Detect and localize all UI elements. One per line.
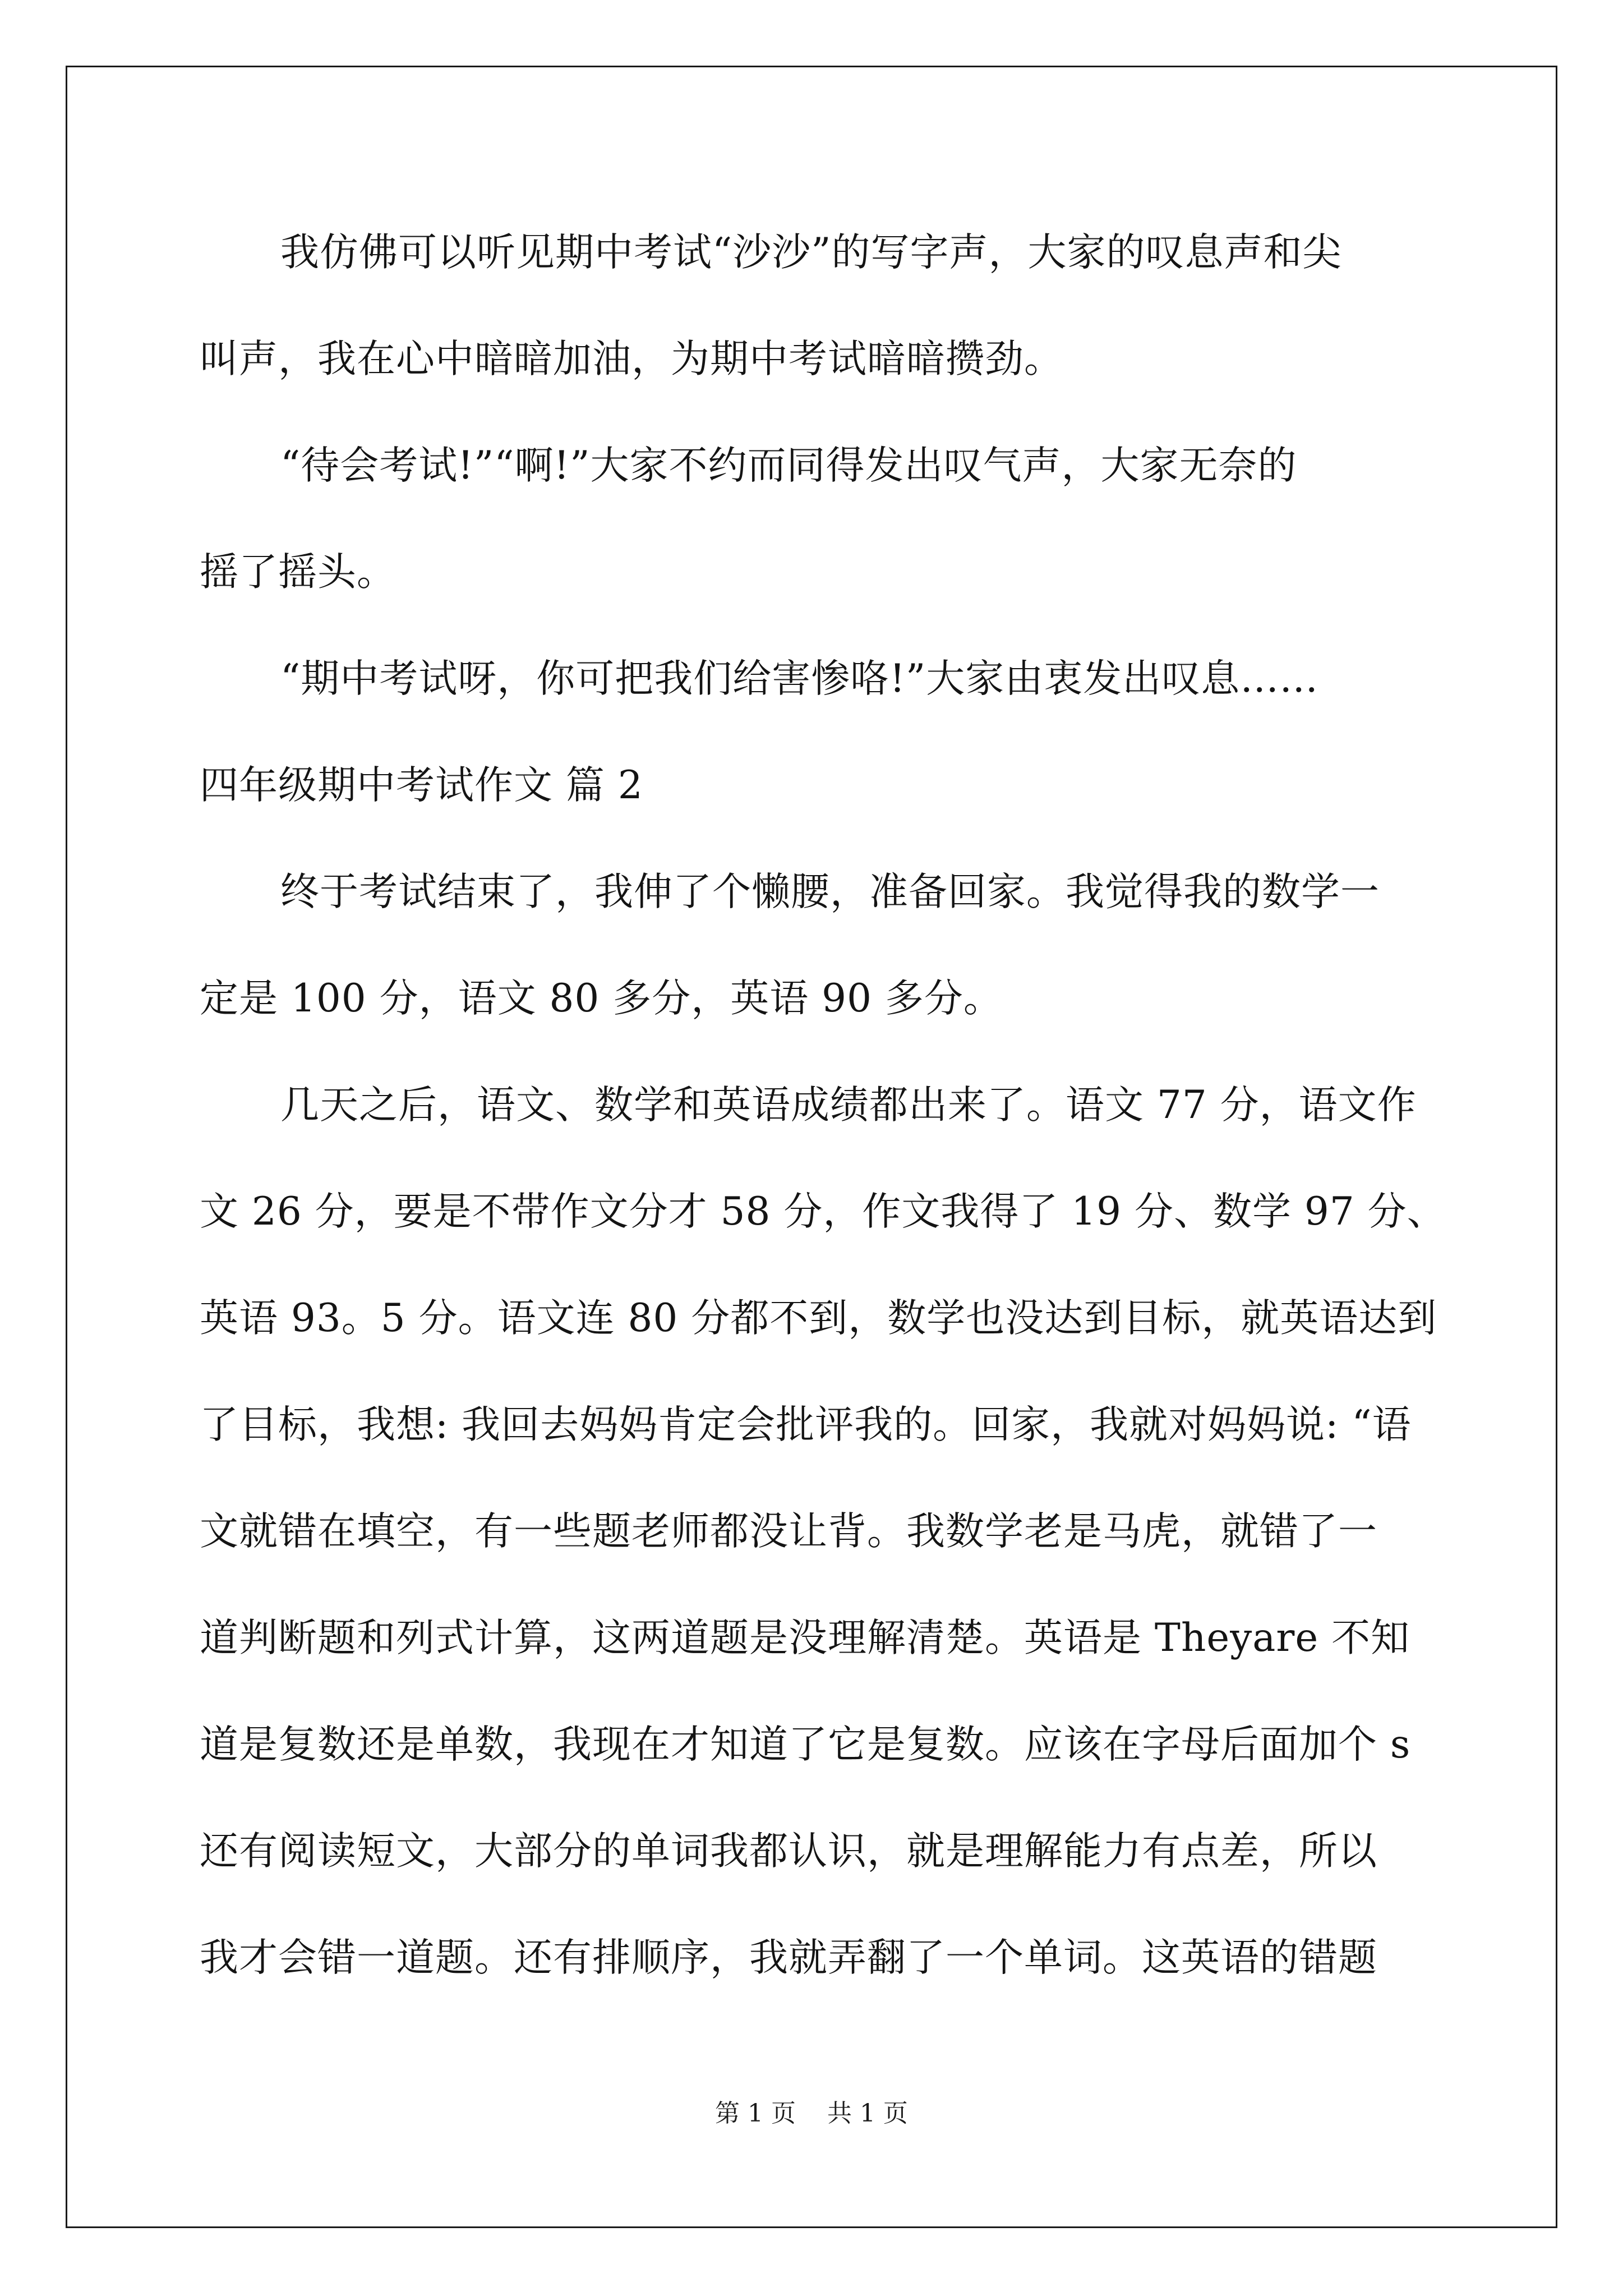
page-border [66,66,1557,2228]
text-line: 还有阅读短文，大部分的单词我都认识，就是理解能力有点差，所以 [200,1829,1377,1874]
page-number: 第 1 页 共 1 页 [715,2099,908,2128]
text-line: 道是复数还是单数，我现在才知道了它是复数。应该在字母后面加个 s [200,1722,1411,1767]
text-line: 我仿佛可以听见期中考试“沙沙”的写字声，大家的叹息声和尖 [280,230,1342,275]
text-line: 几天之后，语文、数学和英语成绩都出来了。语文 77 分，语文作 [280,1083,1417,1128]
text-line: 终于考试结束了，我伸了个懒腰，准备回家。我觉得我的数学一 [280,869,1380,914]
text-line: “待会考试!”“啊!”大家不约而同得发出叹气声，大家无奈的 [280,443,1297,488]
text-line: “期中考试呀，你可把我们给害惨咯!”大家由衷发出叹息…… [280,656,1319,701]
text-line: 了目标，我想: 我回去妈妈肯定会批评我的。回家，我就对妈妈说: “语 [200,1402,1412,1447]
text-line: 文就错在填空，有一些题老师都没让背。我数学老是马虎，就错了一 [200,1509,1377,1554]
text-line: 定是 100 分，语文 80 多分，英语 90 多分。 [200,976,1003,1021]
text-line: 我才会错一道题。还有排顺序，我就弄翻了一个单词。这英语的错题 [200,1935,1377,1980]
text-line: 英语 93。5 分。语文连 80 分都不到，数学也没达到目标，就英语达到 [200,1296,1437,1341]
text-line: 文 26 分，要是不带作文分才 58 分，作文我得了 19 分、数学 97 分、 [200,1189,1446,1234]
text-line: 道判断题和列式计算，这两道题是没理解清楚。英语是 Theyare 不知 [200,1616,1410,1660]
text-line: 摇了摇头。 [200,550,396,595]
section-heading: 四年级期中考试作文 篇 2 [200,763,643,808]
text-line: 叫声，我在心中暗暗加油，为期中考试暗暗攒劲。 [200,337,1063,381]
